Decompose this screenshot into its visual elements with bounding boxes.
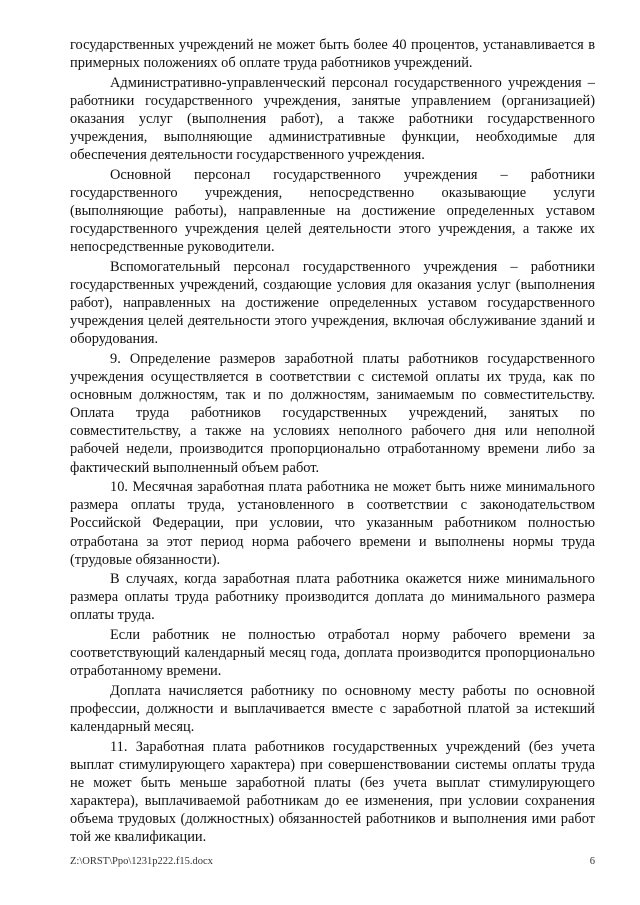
page-number: 6 bbox=[589, 856, 595, 867]
paragraph-partial-hours: Если работник не полностью отработал норму рабочего времени за соответствующий календарный месяц года, доплата производится пропорционально отработанному времени. bbox=[70, 627, 595, 680]
document-body bbox=[70, 36, 595, 848]
paragraph-1: государственных учреждений не может быть более 40 процентов, устанавливается в примерных положениях об оплате труда работников учреждений. bbox=[70, 37, 595, 72]
paragraph-clause-9: 9. Определение размеров заработной платы работников государственного учреждения осуществляется в соответствии с системой оплаты их труда, как по основным должностям, так и по должностям, занимаемым по совместительству. Оплата труда работников государственных учреждений, занятых по совместительству, а также на условиях неполного рабочего дня или неполной рабочей недели, производится пропорционально отработанному времени либо за фактический выполненный объем работ. bbox=[70, 350, 595, 476]
paragraph-clause-11: 11. Заработная плата работников государственных учреждений (без учета выплат стимулирующего характера) при совершенствовании системы оплаты труда не может быть меньше заработной платы (без учета выплат стимулирующего характера), выплачиваемой работникам до ее изменения, при условии сохранения объема трудовых (должностных) обязанностей работников и выполнения ими работ той же квалификации. bbox=[70, 738, 595, 846]
paragraph-main-staff: Основной персонал государственного учреждения – работники государственного учреждения, непосредственно оказывающие услуги (выполняющие работы), направленные на достижение определенных уставом государственного учреждения целей деятельности этого учреждения, а также их непосредственные руководители. bbox=[70, 166, 595, 256]
paragraph-administrative-staff: Административно-управленческий персонал государственного учреждения – работники государственного учреждения, занятые управлением (организацией) оказания услуг (выполнения работ), а также работники государственного учреждения, выполняющие административные функции, необходимые для обеспечения деятельности государственного учреждения. bbox=[70, 74, 595, 164]
footer-file-path: Z:\ORST\Ppo\1231p222.f15.docx bbox=[70, 856, 213, 867]
paragraph-min-wage-supplement: В случаях, когда заработная плата работника окажется ниже минимального размера оплаты труда работнику производится доплата до минимального размера оплаты труда. bbox=[70, 571, 595, 624]
paragraph-supplement-payment: Доплата начисляется работнику по основному месту работы по основной профессии, должности и выплачивается вместе с заработной платой за истекший календарный месяц. bbox=[70, 683, 595, 736]
paragraph-auxiliary-staff: Вспомогательный персонал государственного учреждения – работники государственных учреждений, создающие условия для оказания услуг (выполнения работ), направленных на достижение определенных уставом государственного учреждения целей деятельности этого учреждения, включая обслуживание зданий и оборудования. bbox=[70, 258, 595, 348]
paragraph-clause-10: 10. Месячная заработная плата работника не может быть ниже минимального размера оплаты труда, установленного в соответствии с законодательством Российской Федерации, при условии, что указанным работником полностью отработана за этот период норма рабочего времени и выполнены нормы труда (трудовые обязанности). bbox=[70, 479, 595, 568]
